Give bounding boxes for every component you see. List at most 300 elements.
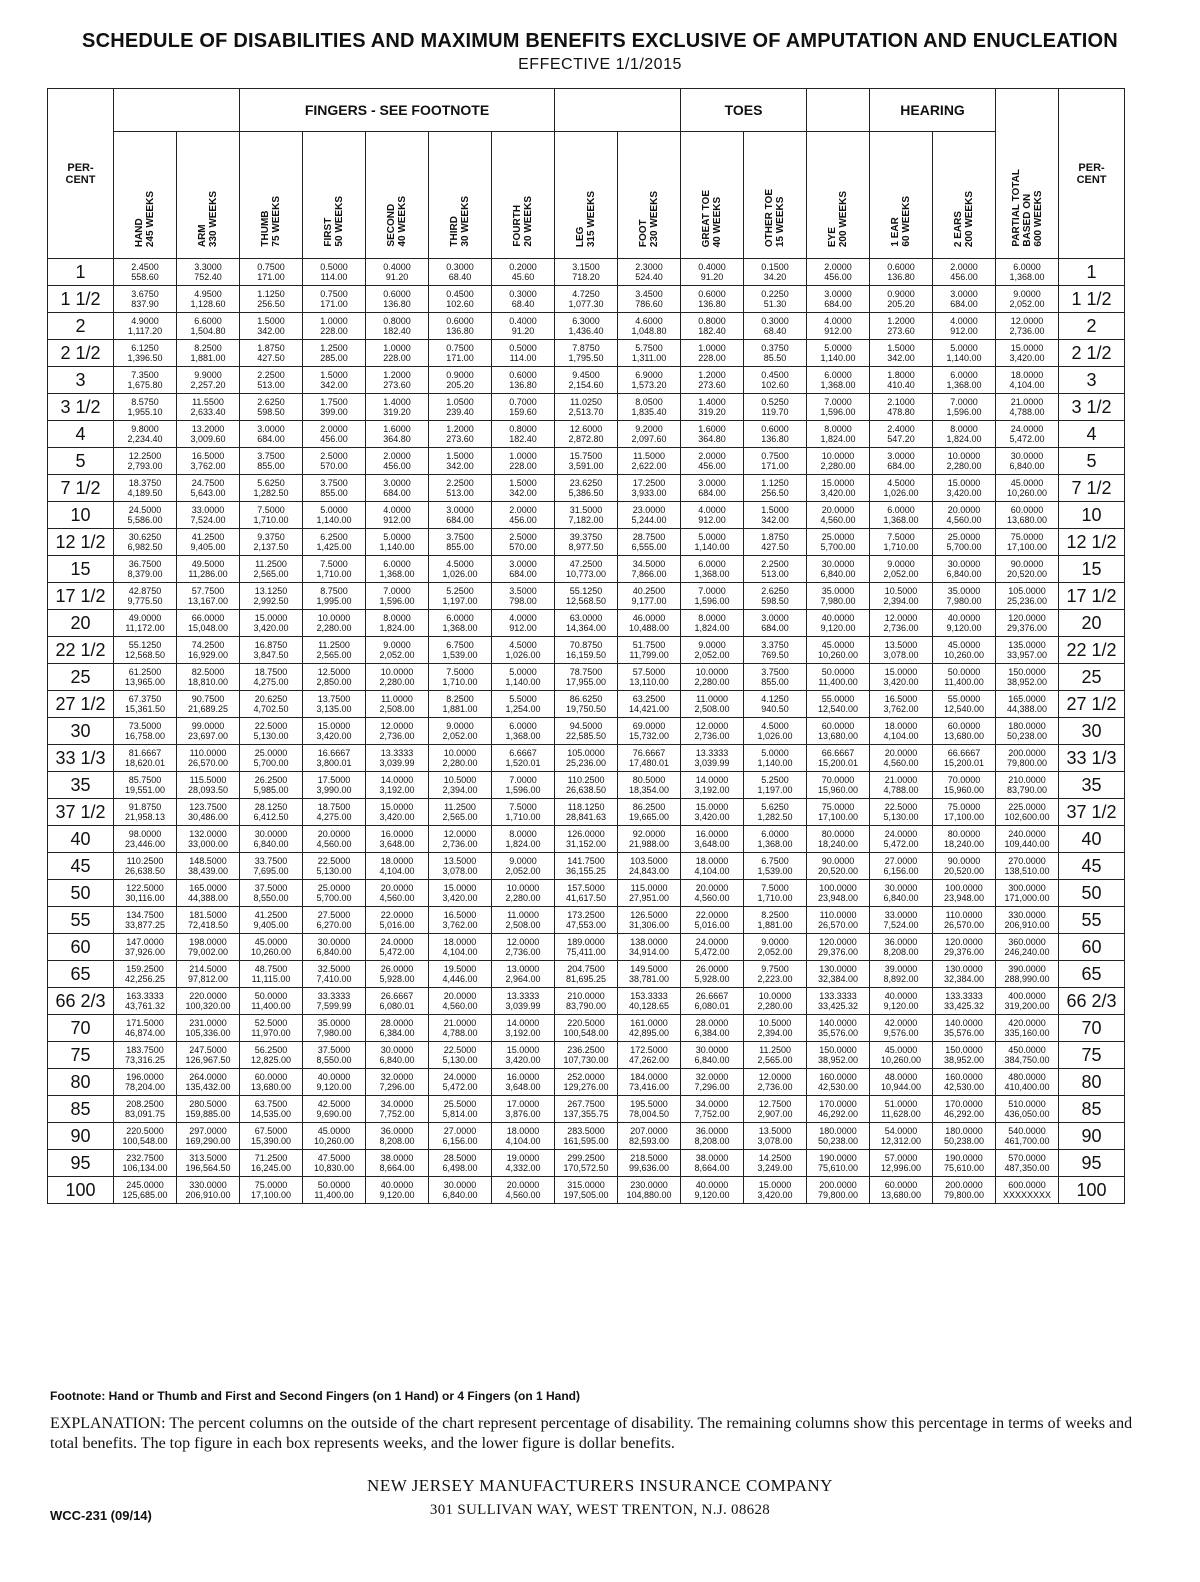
benefit-cell: 51.0000 11,628.00 [870,1096,933,1123]
benefit-cell: 315.0000 197,505.00 [555,1177,618,1204]
percent-cell-left: 33 1/3 [48,745,114,772]
benefit-cell: 10.5000 2,394.00 [870,583,933,610]
benefit-cell: 14.0000 3,192.00 [492,1015,555,1042]
benefit-cell: 105.0000 25,236.00 [996,583,1059,610]
benefit-cell: 6.6667 1,520.01 [492,745,555,772]
toes-group-header: TOES [681,89,807,132]
benefit-cell: 9.0000 2,052.00 [429,718,492,745]
table-row [48,448,1125,475]
benefit-cell: 38.0000 8,664.00 [366,1150,429,1177]
benefit-cell: 3.0000 684.00 [870,448,933,475]
benefit-cell: 7.5000 1,710.00 [240,502,303,529]
percent-cell-left: 30 [48,718,114,745]
benefit-cell: 9.2000 2,097.60 [618,421,681,448]
benefit-cell: 3.0000 684.00 [240,421,303,448]
table-row [48,745,1125,772]
percent-cell-right: 65 [1059,961,1125,988]
benefit-cell: 0.7500 171.00 [240,259,303,286]
benefit-cell: 4.0000 912.00 [807,313,870,340]
benefit-cell: 90.0000 20,520.00 [807,853,870,880]
benefit-cell: 165.0000 44,388.00 [177,880,240,907]
column-header: GREAT TOE 40 WEEKS [681,132,744,259]
benefit-cell: 13.2000 3,009.60 [177,421,240,448]
percent-cell-right: 60 [1059,934,1125,961]
benefit-cell: 105.0000 25,236.00 [555,745,618,772]
benefit-cell: 80.5000 18,354.00 [618,772,681,799]
benefit-cell: 2.5000 570.00 [303,448,366,475]
benefit-cell: 8.5750 1,955.10 [114,394,177,421]
benefit-cell: 18.7500 4,275.00 [303,799,366,826]
percent-cell-left: 37 1/2 [48,799,114,826]
benefit-cell: 0.2250 51.30 [744,286,807,313]
benefit-cell: 7.5000 1,710.00 [429,664,492,691]
benefit-cell: 13.0000 2,964.00 [492,961,555,988]
percent-cell-right: 33 1/3 [1059,745,1125,772]
benefit-cell: 8.0000 1,824.00 [366,610,429,637]
benefit-cell: 26.0000 5,928.00 [366,961,429,988]
benefit-cell: 1.0000 228.00 [303,313,366,340]
benefit-cell: 190.0000 75,610.00 [933,1150,996,1177]
benefit-cell: 22.5000 5,130.00 [240,718,303,745]
benefit-cell: 10.0000 2,280.00 [807,448,870,475]
benefit-cell: 190.0000 75,610.00 [807,1150,870,1177]
benefit-cell: 18.0000 4,104.00 [492,1123,555,1150]
benefit-cell: 20.0000 4,560.00 [303,826,366,853]
benefit-cell: 12.0000 2,736.00 [429,826,492,853]
percent-cell-left: 50 [48,880,114,907]
benefit-cell: 2.0000 456.00 [492,502,555,529]
benefit-cell: 41.2500 9,405.00 [177,529,240,556]
benefit-cell: 46.0000 10,488.00 [618,610,681,637]
benefit-cell: 3.0000 684.00 [429,502,492,529]
benefit-cell: 7.5000 1,710.00 [303,556,366,583]
column-header: 2 EARS 200 WEEKS [933,132,996,259]
benefit-cell: 76.6667 17,480.01 [618,745,681,772]
benefit-cell: 15.0000 3,420.00 [429,880,492,907]
benefit-cell: 150.0000 38,952.00 [807,1042,870,1069]
table-row [48,259,1125,286]
benefit-cell: 180.0000 50,238.00 [933,1123,996,1150]
benefit-cell: 4.6000 1,048.80 [618,313,681,340]
benefit-cell: 0.6000 136.80 [870,259,933,286]
benefit-cell: 34.0000 7,752.00 [366,1096,429,1123]
benefit-cell: 19.5000 4,446.00 [429,961,492,988]
table-row [48,475,1125,502]
benefit-cell: 100.0000 23,948.00 [807,880,870,907]
benefit-cell: 28.1250 6,412.50 [240,799,303,826]
benefit-cell: 5.6250 1,282.50 [240,475,303,502]
benefit-cell: 4.0000 912.00 [366,502,429,529]
percent-cell-left: 3 1/2 [48,394,114,421]
benefit-cell: 4.9500 1,128.60 [177,286,240,313]
benefit-cell: 85.7500 19,551.00 [114,772,177,799]
benefit-cell: 26.6667 6,080.01 [681,988,744,1015]
table-row [48,1069,1125,1096]
benefit-cell: 30.0000 6,840.00 [240,826,303,853]
table-row [48,961,1125,988]
form-number: WCC-231 (09/14) [50,1508,152,1523]
column-header: SECOND 40 WEEKS [366,132,429,259]
benefit-cell: 17.5000 3,990.00 [303,772,366,799]
benefit-cell: 6.0000 1,368.00 [870,502,933,529]
benefit-cell: 18.0000 4,104.00 [429,934,492,961]
benefit-cell: 147.0000 37,926.00 [114,934,177,961]
percent-cell-left: 17 1/2 [48,583,114,610]
benefit-cell: 110.0000 26,570.00 [177,745,240,772]
benefit-cell: 13.7500 3,135.00 [303,691,366,718]
benefit-cell: 91.8750 21,958.13 [114,799,177,826]
table-row [48,988,1125,1015]
benefit-cell: 3.0000 684.00 [933,286,996,313]
benefit-cell: 1.0000 228.00 [366,340,429,367]
table-row [48,394,1125,421]
benefit-cell: 57.0000 12,996.00 [870,1150,933,1177]
percent-cell-right: 1 1/2 [1059,286,1125,313]
benefit-cell: 252.0000 129,276.00 [555,1069,618,1096]
benefit-cell: 27.0000 6,156.00 [870,853,933,880]
company-address: 301 SULLIVAN WAY, WEST TRENTON, N.J. 08628 [429,1502,771,1518]
benefit-cell: 232.7500 106,134.00 [114,1150,177,1177]
benefit-cell: 10.0000 2,280.00 [933,448,996,475]
benefit-cell: 30.0000 6,840.00 [366,1042,429,1069]
benefit-cell: 6.0000 1,368.00 [366,556,429,583]
benefit-cell: 214.5000 97,812.00 [177,961,240,988]
benefit-cell: 82.5000 18,810.00 [177,664,240,691]
benefit-cell: 247.5000 126,967.50 [177,1042,240,1069]
percent-cell-right: 10 [1059,502,1125,529]
benefit-cell: 170.0000 46,292.00 [933,1096,996,1123]
benefit-cell: 45.0000 10,260.00 [303,1123,366,1150]
table-row [48,340,1125,367]
benefit-cell: 90.0000 20,520.00 [996,556,1059,583]
table-row [48,1123,1125,1150]
benefit-cell: 220.5000 100,548.00 [555,1015,618,1042]
benefit-cell: 5.0000 1,140.00 [933,340,996,367]
benefit-cell: 420.0000 335,160.00 [996,1015,1059,1042]
benefit-cell: 63.2500 14,421.00 [618,691,681,718]
benefit-cell: 12.0000 2,736.00 [870,610,933,637]
benefit-cell: 12.0000 2,736.00 [996,313,1059,340]
column-header: 1 EAR 60 WEEKS [870,132,933,259]
benefit-cell: 66.6667 15,200.01 [807,745,870,772]
benefit-cell: 15.0000 3,420.00 [807,475,870,502]
table-row [48,880,1125,907]
benefit-cell: 57.5000 13,110.00 [618,664,681,691]
percent-header-right: PER- CENT [1059,89,1125,259]
benefit-cell: 0.7000 159.60 [492,394,555,421]
table-row [48,826,1125,853]
benefit-cell: 5.2500 1,197.00 [744,772,807,799]
benefit-cell: 5.6250 1,282.50 [744,799,807,826]
benefit-cell: 12.0000 2,736.00 [681,718,744,745]
benefit-cell: 6.0000 1,368.00 [807,367,870,394]
benefit-cell: 9.4500 2,154.60 [555,367,618,394]
benefit-cell: 2.1000 478.80 [870,394,933,421]
benefit-cell: 24.5000 5,586.00 [114,502,177,529]
benefit-cell: 30.0000 6,840.00 [996,448,1059,475]
benefit-cell: 11.0000 2,508.00 [366,691,429,718]
benefit-cell: 6.1250 1,396.50 [114,340,177,367]
benefit-cell: 61.2500 13,965.00 [114,664,177,691]
benefit-cell: 1.4000 319.20 [681,394,744,421]
benefit-cell: 218.5000 99,636.00 [618,1150,681,1177]
benefit-cell: 13.5000 3,078.00 [744,1123,807,1150]
benefit-cell: 18.0000 4,104.00 [996,367,1059,394]
benefit-cell: 4.5000 1,026.00 [492,637,555,664]
benefit-cell: 12.7500 2,907.00 [744,1096,807,1123]
benefit-cell: 10.0000 2,280.00 [366,664,429,691]
benefit-cell: 70.0000 15,960.00 [807,772,870,799]
benefit-cell: 132.0000 33,000.00 [177,826,240,853]
benefit-cell: 32.5000 7,410.00 [303,961,366,988]
benefit-cell: 1.4000 319.20 [366,394,429,421]
percent-cell-left: 3 [48,367,114,394]
benefit-cell: 0.6000 136.80 [681,286,744,313]
benefit-cell: 3.0000 684.00 [492,556,555,583]
percent-cell-right: 7 1/2 [1059,475,1125,502]
benefit-cell: 15.0000 3,420.00 [996,340,1059,367]
benefit-cell: 1.5000 342.00 [303,367,366,394]
benefit-cell: 225.0000 102,600.00 [996,799,1059,826]
benefit-cell: 230.0000 104,880.00 [618,1177,681,1204]
benefit-cell: 25.0000 5,700.00 [240,745,303,772]
table-row [48,691,1125,718]
benefit-cell: 161.0000 42,895.00 [618,1015,681,1042]
benefit-cell: 21.0000 4,788.00 [870,772,933,799]
benefit-cell: 7.0000 1,596.00 [366,583,429,610]
benefit-cell: 10.0000 2,280.00 [681,664,744,691]
benefit-cell: 204.7500 81,695.25 [555,961,618,988]
benefit-cell: 163.3333 43,761.32 [114,988,177,1015]
benefit-cell: 195.5000 78,004.50 [618,1096,681,1123]
percent-cell-left: 80 [48,1069,114,1096]
benefit-cell: 12.5000 2,850.00 [303,664,366,691]
benefit-cell: 15.0000 3,420.00 [240,610,303,637]
benefit-cell: 184.0000 73,416.00 [618,1069,681,1096]
benefit-cell: 0.5000 114.00 [303,259,366,286]
benefit-cell: 0.8000 182.40 [681,313,744,340]
benefit-cell: 0.9000 205.20 [870,286,933,313]
benefit-cell: 6.0000 1,368.00 [681,556,744,583]
benefit-cell: 21.0000 4,788.00 [996,394,1059,421]
benefit-cell: 0.6000 136.80 [429,313,492,340]
benefit-cell: 2.0000 456.00 [933,259,996,286]
benefit-cell: 12.0000 2,736.00 [366,718,429,745]
percent-cell-right: 15 [1059,556,1125,583]
benefit-cell: 2.6250 598.50 [240,394,303,421]
benefit-cell: 32.0000 7,296.00 [681,1069,744,1096]
benefit-cell: 13.3333 3,039.99 [492,988,555,1015]
benefit-cell: 148.5000 38,439.00 [177,853,240,880]
benefit-cell: 36.0000 8,208.00 [366,1123,429,1150]
benefit-cell: 8.2500 1,881.00 [177,340,240,367]
benefit-cell: 1.5000 342.00 [429,448,492,475]
explanation: EXPLANATION: The percent columns on the outside of the chart represent percentage of disability. The remaining columns show this percentage in terms of weeks and total benefits. The top figure in each box represents weeks, and the lower figure is dollar benefits. [50,1415,1133,1452]
benefit-cell: 5.0000 1,140.00 [744,745,807,772]
header-blank-left [114,89,240,132]
benefit-cell: 9.7500 2,223.00 [744,961,807,988]
benefit-cell: 6.0000 1,368.00 [429,610,492,637]
percent-cell-left: 60 [48,934,114,961]
benefit-cell: 13.3333 3,039.99 [366,745,429,772]
column-header: THUMB 75 WEEKS [240,132,303,259]
company-name: NEW JERSEY MANUFACTURERS INSURANCE COMPANY [367,1476,833,1495]
benefit-cell: 49.0000 11,172.00 [114,610,177,637]
benefit-cell: 1.5000 342.00 [744,502,807,529]
benefit-cell: 60.0000 13,680.00 [240,1069,303,1096]
benefit-cell: 450.0000 384,750.00 [996,1042,1059,1069]
benefit-cell: 34.5000 7,866.00 [618,556,681,583]
benefit-cell: 2.0000 456.00 [681,448,744,475]
benefit-cell: 0.4000 91.20 [366,259,429,286]
benefit-cell: 25.5000 5,814.00 [429,1096,492,1123]
benefit-cell: 11.2500 2,565.00 [240,556,303,583]
benefit-cell: 1.8000 410.40 [870,367,933,394]
benefit-cell: 30.0000 6,840.00 [681,1042,744,1069]
benefit-cell: 18.0000 4,104.00 [681,853,744,880]
percent-cell-right: 50 [1059,880,1125,907]
percent-cell-left: 65 [48,961,114,988]
benefit-cell: 40.0000 9,120.00 [933,610,996,637]
benefit-cell: 50.0000 11,400.00 [807,664,870,691]
benefit-cell: 17.2500 3,933.00 [618,475,681,502]
benefit-cell: 8.0000 1,824.00 [933,421,996,448]
benefit-cell: 63.7500 14,535.00 [240,1096,303,1123]
benefit-cell: 8.2500 1,881.00 [744,907,807,934]
benefit-cell: 81.6667 18,620.01 [114,745,177,772]
benefit-cell: 0.8000 182.40 [366,313,429,340]
benefit-cell: 12.0000 2,736.00 [492,934,555,961]
benefit-cell: 78.7500 17,955.00 [555,664,618,691]
percent-cell-right: 4 [1059,421,1125,448]
benefit-cell: 47.2500 10,773.00 [555,556,618,583]
table-row [48,367,1125,394]
benefit-cell: 11.5000 2,622.00 [618,448,681,475]
benefit-cell: 3.4500 786.60 [618,286,681,313]
benefit-cell: 264.0000 135,432.00 [177,1069,240,1096]
benefit-cell: 36.7500 8,379.00 [114,556,177,583]
benefit-cell: 90.0000 20,520.00 [933,853,996,880]
benefits-table [47,88,1125,1204]
header-blank-mid [555,89,681,132]
benefit-cell: 30.0000 6,840.00 [933,556,996,583]
benefit-cell: 15.0000 3,420.00 [744,1177,807,1204]
benefit-cell: 47.5000 10,830.00 [303,1150,366,1177]
benefit-cell: 67.3750 15,361.50 [114,691,177,718]
benefit-cell: 196.0000 78,204.00 [114,1069,177,1096]
benefit-cell: 45.0000 10,260.00 [996,475,1059,502]
benefit-cell: 2.0000 456.00 [303,421,366,448]
benefit-cell: 60.0000 13,680.00 [996,502,1059,529]
benefit-cell: 36.0000 8,208.00 [870,934,933,961]
benefit-cell: 45.0000 10,260.00 [240,934,303,961]
benefit-cell: 1.8750 427.50 [240,340,303,367]
benefit-cell: 30.0000 6,840.00 [303,934,366,961]
benefit-cell: 120.0000 29,376.00 [807,934,870,961]
benefit-cell: 16.0000 3,648.00 [492,1069,555,1096]
table-row [48,313,1125,340]
percent-cell-left: 85 [48,1096,114,1123]
table-row [48,718,1125,745]
column-header: ARM 330 WEEKS [177,132,240,259]
benefit-cell: 181.5000 72,418.50 [177,907,240,934]
benefit-cell: 180.0000 50,238.00 [807,1123,870,1150]
benefit-cell: 52.5000 11,970.00 [240,1015,303,1042]
benefit-cell: 18.0000 4,104.00 [870,718,933,745]
benefit-cell: 45.0000 10,260.00 [933,637,996,664]
benefit-cell: 22.0000 5,016.00 [681,907,744,934]
benefit-cell: 25.0000 5,700.00 [933,529,996,556]
benefit-cell: 5.5000 1,254.00 [492,691,555,718]
benefit-cell: 130.0000 32,384.00 [807,961,870,988]
percent-cell-left: 1 1/2 [48,286,114,313]
benefit-cell: 10.0000 2,280.00 [429,745,492,772]
benefit-cell: 11.2500 2,565.00 [303,637,366,664]
benefit-cell: 16.0000 3,648.00 [366,826,429,853]
benefit-cell: 25.0000 5,700.00 [807,529,870,556]
benefit-cell: 28.0000 6,384.00 [366,1015,429,1042]
benefit-cell: 1.0000 228.00 [492,448,555,475]
benefit-cell: 0.5000 114.00 [492,340,555,367]
benefit-cell: 40.0000 9,120.00 [870,988,933,1015]
benefit-cell: 1.7500 399.00 [303,394,366,421]
table-row [48,664,1125,691]
benefit-cell: 31.5000 7,182.00 [555,502,618,529]
percent-cell-left: 40 [48,826,114,853]
benefit-cell: 20.0000 4,560.00 [492,1177,555,1204]
percent-cell-left: 5 [48,448,114,475]
benefit-cell: 20.0000 4,560.00 [870,745,933,772]
benefit-cell: 231.0000 105,336.00 [177,1015,240,1042]
benefit-cell: 75.0000 17,100.00 [807,799,870,826]
benefit-cell: 21.0000 4,788.00 [429,1015,492,1042]
benefit-cell: 12.2500 2,793.00 [114,448,177,475]
benefit-cell: 20.0000 4,560.00 [807,502,870,529]
column-header: OTHER TOE 15 WEEKS [744,132,807,259]
percent-cell-right: 66 2/3 [1059,988,1125,1015]
benefit-cell: 8.0500 1,835.40 [618,394,681,421]
benefit-cell: 133.3333 33,425.32 [933,988,996,1015]
benefit-cell: 171.5000 46,874.00 [114,1015,177,1042]
benefit-cell: 3.7500 855.00 [429,529,492,556]
benefit-cell: 330.0000 206,910.00 [177,1177,240,1204]
benefit-cell: 200.0000 79,800.00 [996,745,1059,772]
table-row [48,556,1125,583]
column-header: EYE 200 WEEKS [807,132,870,259]
benefit-cell: 14.0000 3,192.00 [681,772,744,799]
benefit-cell: 30.0000 6,840.00 [870,880,933,907]
percent-cell-right: 45 [1059,853,1125,880]
percent-cell-left: 12 1/2 [48,529,114,556]
percent-cell-left: 2 1/2 [48,340,114,367]
benefit-cell: 1.1250 256.50 [240,286,303,313]
benefit-cell: 510.0000 436,050.00 [996,1096,1059,1123]
benefit-cell: 18.7500 4,275.00 [240,664,303,691]
benefit-cell: 75.0000 17,100.00 [996,529,1059,556]
benefit-cell: 1.1250 256.50 [744,475,807,502]
benefit-cell: 1.8750 427.50 [744,529,807,556]
benefit-cell: 110.0000 26,570.00 [807,907,870,934]
benefit-cell: 6.9000 1,573.20 [618,367,681,394]
benefit-cell: 0.4000 91.20 [681,259,744,286]
benefit-cell: 126.5000 31,306.00 [618,907,681,934]
benefit-cell: 160.0000 42,530.00 [933,1069,996,1096]
benefit-cell: 16.0000 3,648.00 [681,826,744,853]
benefit-cell: 74.2500 16,929.00 [177,637,240,664]
table-row [48,529,1125,556]
benefit-cell: 172.5000 47,262.00 [618,1042,681,1069]
benefit-cell: 0.5250 119.70 [744,394,807,421]
